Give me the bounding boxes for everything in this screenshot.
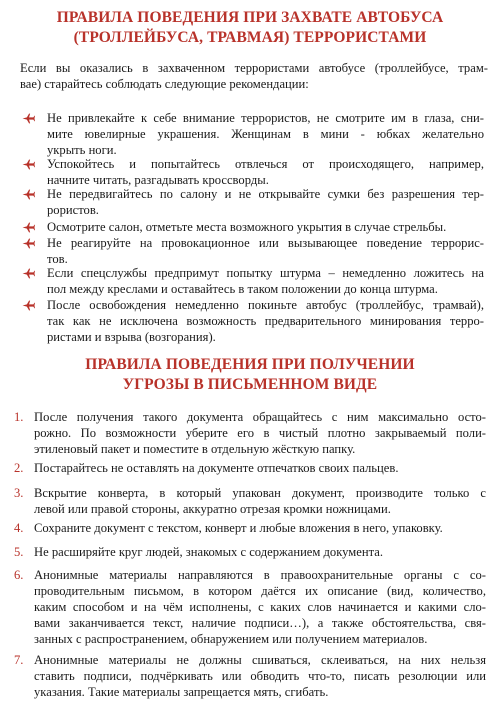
item-line: так как не исключена возможность предварительного минирования терро-: [47, 314, 484, 328]
intro-line: вае) старайтесь соблюдать следующие рекомендации:: [20, 77, 309, 91]
section1-intro: [20, 60, 488, 92]
section1-title-line: (ТРОЛЛЕЙБУСА, ТРАВМАЯ) ТЕРРОРИСТАМИ: [73, 29, 427, 46]
section1-title: [0, 8, 500, 48]
item-line: рожно. По возможности уберите его в чистый плотно закрываемый поли-: [34, 426, 486, 440]
item-line: проводительным письмом, в котором даётся их описание (вид, количество,: [34, 584, 486, 598]
item-line: Осмотрите салон, отметьте места возможного укрытия в случае стрельбы.: [47, 220, 447, 234]
item-line: начните читать, разгадывать кроссворды.: [47, 173, 269, 187]
item-number: 3.: [14, 486, 24, 500]
item-line: Анонимные материалы направляются в правоохранительные органы с со-: [34, 568, 486, 582]
intro-line: Если вы оказались в захваченном террористами автобусе (троллейбусе, трам-: [20, 61, 488, 75]
airplane-icon: [22, 189, 35, 200]
airplane-icon: [22, 268, 35, 279]
item-line: Не передвигайтесь по салону и не открывайте сумки без разрешения тер-: [47, 187, 484, 201]
item-number: 7.: [14, 653, 24, 667]
item-number: 6.: [14, 568, 24, 582]
item-line: Анонимные материалы не должны сшиваться, склеиваться, на них нельзя: [34, 653, 486, 667]
item-line: вами заканчивается текст, наличие подписи…), а также обстоятельства, свя-: [34, 616, 486, 630]
item-line: тов.: [47, 252, 68, 266]
item-line: Постарайтесь не оставлять на документе отпечатков своих пальцев.: [34, 461, 399, 475]
item-line: ставить подписи, подчёркивать или обводить что-то, писать резолюции или: [34, 669, 486, 683]
item-line: Не реагируйте на провокационное или вызывающее поведение террорис-: [47, 236, 484, 250]
item-line: После освобождения немедленно покиньте автобус (троллейбус, трамвай),: [47, 298, 484, 312]
item-line: Сохраните документ с текстом, конверт и любые вложения в него, упаковку.: [34, 521, 443, 535]
item-line: укрыть ноги.: [47, 143, 117, 157]
item-line: После получения такого документа обращайтесь с ним максимально осто-: [34, 410, 486, 424]
item-line: Вскрытие конверта, в который упакован документ, производите только с: [34, 486, 486, 500]
item-number: 5.: [14, 545, 24, 559]
item-line: Если спецслужбы предпримут попытку штурма – немедленно ложитесь на: [47, 266, 484, 280]
airplane-icon: [22, 238, 35, 249]
item-line: пол между креслами и оставайтесь в таком положении до конца штурма.: [47, 282, 438, 296]
item-line: этиленовый пакет и поместите в отдельную жёсткую папку.: [34, 442, 356, 456]
section1-title-line: ПРАВИЛА ПОВЕДЕНИЯ ПРИ ЗАХВАТЕ АВТОБУСА: [56, 9, 444, 26]
section2-title-line: УГРОЗЫ В ПИСЬМЕННОМ ВИДЕ: [122, 376, 378, 393]
section2-title: [0, 355, 500, 395]
item-number: 1.: [14, 410, 24, 424]
item-number: 2.: [14, 461, 24, 475]
item-line: Успокойтесь и попытайтесь отвлечься от происходящего, например,: [47, 157, 484, 171]
item-line: занных с распространением, обнаружением или получением материалов.: [34, 632, 428, 646]
item-line: левой или правой стороны, аккуратно отрезая кромки ножницами.: [34, 502, 391, 516]
item-line: Не привлекайте к себе внимание террористов, не смотрите им в глаза, сни-: [47, 111, 484, 125]
airplane-icon: [22, 300, 35, 311]
airplane-icon: [22, 159, 35, 170]
section2-title-line: ПРАВИЛА ПОВЕДЕНИЯ ПРИ ПОЛУЧЕНИИ: [85, 356, 415, 373]
airplane-icon: [22, 113, 35, 124]
item-line: Не расширяйте круг людей, знакомых с содержанием документа.: [34, 545, 383, 559]
item-line: указания. Такие материалы запрещается мять, сгибать.: [34, 685, 329, 699]
item-number: 4.: [14, 521, 24, 535]
airplane-icon: [22, 222, 35, 233]
item-line: рористов.: [47, 203, 99, 217]
item-line: ристами и взрыва (возгорания).: [47, 330, 216, 344]
item-line: каким способом и на чём исполнены, с каких слов начинается и какими сло-: [34, 600, 486, 614]
item-line: мите ювелирные украшения. Женщинам в мини - юбках желательно: [47, 127, 484, 141]
